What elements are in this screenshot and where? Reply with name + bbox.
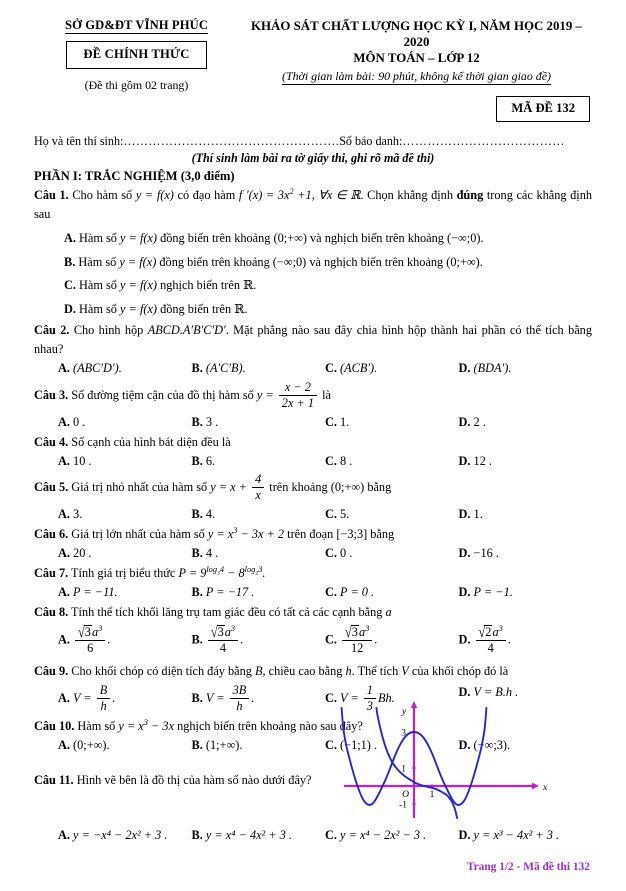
- option-letter: B.: [191, 361, 203, 376]
- question-1: [34, 186, 592, 224]
- option-text: 1.: [473, 506, 483, 521]
- question-8-option-D[interactable]: D. $\frac{√2a^3}{4}$ .: [458, 623, 511, 655]
- question-3-option-D[interactable]: [459, 415, 593, 430]
- exam-duration: (Thời gian làm bài: 90 phút, không kể thời gian giao đề): [282, 68, 551, 85]
- question-6-option-D[interactable]: [459, 546, 593, 561]
- question-6-option-A[interactable]: [58, 546, 192, 561]
- question-1-label: Câu 1.: [34, 188, 69, 203]
- question-7-options: [34, 585, 592, 600]
- option-letter: A.: [58, 584, 70, 599]
- option-text: P = −11.: [73, 584, 118, 599]
- question-9-option-B[interactable]: B. V = $\frac{3B}{h}$ .: [191, 682, 255, 713]
- question-11-graph: [336, 694, 606, 822]
- question-5: [34, 471, 592, 503]
- question-11-options: [34, 828, 592, 843]
- option-letter: A.: [58, 361, 70, 376]
- option-letter: B.: [191, 506, 203, 521]
- option-letter: C.: [325, 737, 337, 752]
- question-7-option-A[interactable]: [58, 585, 192, 600]
- question-6-options: [34, 546, 592, 561]
- option-text: (1;+∞).: [205, 737, 243, 752]
- question-8-stem-a: Tính thể tích khối lăng trụ tam giác đều có tất cả các cạnh bằng: [71, 604, 383, 619]
- question-9-volume: V: [401, 663, 409, 678]
- option-text: y = x⁴ − 2x² − 3 .: [340, 828, 427, 842]
- choice-function: y = f(x): [119, 254, 157, 269]
- question-10-expr: $y = x^3 - 3x$: [118, 717, 175, 733]
- question-7-label: Câu 7.: [34, 565, 69, 580]
- question-7-option-B[interactable]: [192, 585, 326, 600]
- question-6-option-C[interactable]: [325, 546, 459, 561]
- option-letter: B.: [191, 453, 203, 468]
- option-letter: D.: [458, 453, 471, 468]
- question-4-stem-a: Số cạnh của hình bát diện đều là: [71, 434, 231, 449]
- option-text: (ABC′D′).: [73, 361, 122, 376]
- option-letter: C.: [325, 506, 337, 521]
- question-10-option-A[interactable]: [58, 738, 192, 753]
- question-8-var: a: [385, 604, 392, 619]
- option-letter: C.: [325, 414, 337, 429]
- question-8-options: [34, 623, 592, 656]
- question-10-option-B[interactable]: [192, 738, 326, 753]
- question-4-option-A[interactable]: [58, 454, 192, 469]
- choice-pre: Hàm số: [79, 231, 117, 246]
- choice-function: y = f(x): [120, 278, 158, 293]
- question-5-stem-b: trên khoảng: [269, 480, 328, 495]
- question-9-label: Câu 9.: [34, 663, 69, 678]
- choice-conj: và nghịch biến trên khoảng: [310, 231, 444, 246]
- question-5-label: Câu 5.: [34, 480, 69, 495]
- y-tick-label-3: 3: [401, 728, 406, 739]
- option-text: 4 .: [205, 545, 219, 560]
- fraction: [342, 625, 372, 655]
- curve-right-well: [414, 730, 485, 805]
- option-letter: A.: [58, 828, 70, 842]
- choice-interval-1: (0;+∞): [273, 231, 307, 246]
- option-letter: A.: [58, 506, 70, 521]
- choice-interval-1: ℝ: [234, 301, 245, 316]
- y-tick-label-1: 1: [401, 764, 406, 775]
- question-10-stem-a: Hàm số: [77, 718, 116, 733]
- option-letter: D.: [458, 506, 471, 521]
- question-8-option-A[interactable]: A. $\frac{√3a^3}{6}$ .: [58, 623, 111, 655]
- question-11-stem-a: Hình vẽ bên là đồ thị của hàm số nào dưới đây?: [76, 772, 312, 787]
- x-axis-arrow-icon: [532, 783, 539, 790]
- question-9-stem-b: , chiều cao bằng: [262, 663, 343, 678]
- question-3: [34, 382, 592, 411]
- question-2-label: Câu 2.: [34, 323, 70, 338]
- candidate-name-label: Họ và tên thí sinh:: [34, 134, 124, 149]
- choice-pre: Hàm số: [79, 278, 117, 293]
- option-letter: D.: [458, 737, 471, 752]
- option-text: P = −1.: [473, 584, 513, 599]
- question-5-option-D[interactable]: [459, 507, 593, 522]
- question-9-option-D[interactable]: D. V = B.h .: [458, 684, 519, 699]
- question-8-option-C[interactable]: C. $\frac{√3a^3}{12}$ .: [325, 623, 378, 655]
- option-text: y = x⁴ − 4x² + 3 .: [205, 828, 292, 842]
- option-letter: D.: [458, 632, 471, 647]
- radicand: 3: [84, 624, 91, 639]
- question-9-option-A[interactable]: A. V = $\frac{B}{h}$ .: [58, 682, 116, 713]
- option-text: P = 0 .: [340, 584, 375, 599]
- choice-end: .: [479, 254, 483, 269]
- question-3-stem-a: Số đường tiệm cận của đồ thị hàm số: [71, 388, 254, 403]
- choice-end: .: [253, 278, 257, 293]
- y-axis-arrow-icon: [411, 701, 417, 708]
- option-text: 12 .: [473, 453, 492, 468]
- exam-instruction: (Thí sinh làm bài ra tờ giấy thi, ghi rõ mã đề thi): [191, 151, 435, 166]
- option-letter: A.: [58, 414, 70, 429]
- y-tick-1: [412, 766, 415, 769]
- fraction-numerator: x − 2: [279, 381, 317, 396]
- y-tick-neg1: [412, 802, 415, 805]
- question-8-option-B[interactable]: B. $\frac{√3a^3}{4}$ .: [191, 623, 244, 655]
- question-6-stem-b: trên đoạn: [287, 526, 334, 541]
- option-letter: D.: [458, 584, 471, 599]
- option-letter: B.: [191, 828, 203, 842]
- question-7: [34, 564, 592, 583]
- question-9-stem-c: . Thể tích: [351, 663, 399, 678]
- question-9: [34, 662, 592, 681]
- question-1-stem-a: Cho hàm số: [72, 188, 133, 203]
- exam-title-line2: MÔN TOÁN – LỚP 12: [353, 51, 480, 65]
- question-9-option-C[interactable]: C. V = $\frac{1}{3}$ Bh.: [325, 682, 395, 713]
- exam-title-line1: KHẢO SÁT CHẤT LƯỢNG HỌC KỲ I, NĂM HỌC 2019 – 2020: [250, 19, 582, 49]
- fraction-denominator: x: [255, 487, 261, 502]
- question-5-stem-a: Giá trị nhỏ nhất của hàm số: [71, 480, 208, 495]
- choice-end: .: [244, 301, 248, 316]
- fraction-denominator: 4: [219, 640, 227, 655]
- radicand: 2: [485, 624, 492, 639]
- question-4-label: Câu 4.: [34, 434, 69, 449]
- option-letter: B.: [191, 737, 203, 752]
- official-exam-box: ĐỀ CHÍNH THỨC: [66, 41, 206, 69]
- question-1-expr-1: y = f(x): [135, 188, 174, 203]
- option-letter: A.: [58, 453, 70, 468]
- question-5-option-B[interactable]: [192, 507, 326, 522]
- choice-conj: và nghịch biến trên khoảng: [309, 254, 444, 269]
- option-letter: C.: [325, 361, 337, 376]
- question-5-options: [34, 507, 592, 522]
- option-letter: D.: [458, 545, 471, 560]
- question-6-option-B[interactable]: [192, 546, 326, 561]
- question-6-label: Câu 6.: [34, 526, 69, 541]
- question-9-stem-a: Cho khối chóp có diện tích đáy bằng: [71, 663, 252, 678]
- question-9-height: h: [345, 663, 352, 678]
- choice-mid: đồng biến trên khoảng: [159, 254, 270, 269]
- question-3-stem-b: là: [322, 388, 331, 403]
- question-5-option-A[interactable]: [58, 507, 192, 522]
- option-letter: A.: [58, 545, 70, 560]
- choice-function: y = f(x): [120, 301, 158, 316]
- option-letter: D.: [458, 414, 471, 429]
- question-6-stem-a: Giá trị lớn nhất của hàm số: [71, 526, 205, 541]
- option-text: 3.: [73, 506, 83, 521]
- option-letter: B.: [191, 632, 203, 647]
- option-text: (A′C′B).: [205, 361, 246, 376]
- option-text: (−1;1) .: [340, 737, 378, 752]
- option-text: 1.: [340, 414, 350, 429]
- option-text: 0 .: [73, 414, 86, 429]
- question-11-option-B[interactable]: [192, 828, 326, 843]
- question-9-stem-d: của khối chóp đó là: [411, 663, 509, 678]
- quartic-function-plot: [336, 694, 606, 822]
- option-letter: D.: [458, 828, 471, 842]
- choice-pre: Hàm số: [78, 254, 117, 269]
- question-1-choice-A[interactable]: [34, 229, 592, 247]
- department-name: SỞ GD&ĐT VĨNH PHÚC: [64, 18, 209, 32]
- choice-letter: A.: [64, 231, 76, 246]
- choice-letter: D.: [64, 301, 76, 316]
- option-letter: B.: [191, 584, 203, 599]
- option-text: (0;+∞).: [73, 737, 110, 752]
- option-letter: C.: [325, 584, 337, 599]
- question-6: [34, 525, 592, 544]
- question-11-option-C[interactable]: [325, 828, 459, 843]
- question-2-solid: ABCD.A′B′C′D′: [147, 323, 226, 338]
- question-2-option-D[interactable]: [459, 361, 593, 376]
- question-11-option-D[interactable]: [459, 828, 593, 843]
- question-4-option-D[interactable]: [459, 454, 593, 469]
- question-1-expr-2: f $'(x) = 3x^2 +1$, ∀x ∈ ℝ: [238, 187, 361, 203]
- question-11-label: Câu 11.: [34, 772, 74, 787]
- option-text: 5.: [340, 506, 350, 521]
- question-6-expr: $y = x^3 - 3x + 2$: [207, 525, 285, 541]
- curve-tail-right: [485, 708, 487, 730]
- question-4-option-B[interactable]: [192, 454, 326, 469]
- question-2-option-C[interactable]: [325, 361, 459, 376]
- question-5-stem-c: bằng: [367, 480, 392, 495]
- choice-end: .: [480, 231, 484, 246]
- fraction: [252, 473, 264, 502]
- pages-note: (Đề thi gồm 02 trang): [84, 77, 189, 92]
- y-axis-label: y: [402, 707, 407, 717]
- question-7-expr: $P = 9^{log_34} - 8^{log_23}$.: [178, 564, 266, 580]
- question-7-stem-a: Tính giá trị biểu thức: [71, 565, 176, 580]
- option-text: 10 .: [73, 453, 92, 468]
- fraction-numerator: 4: [252, 473, 264, 488]
- option-letter: C.: [325, 545, 337, 560]
- option-text: y = −x⁴ − 2x² + 3 .: [73, 828, 168, 842]
- fraction: [279, 381, 317, 410]
- question-7-option-C[interactable]: [325, 585, 459, 600]
- question-1-choices: [34, 229, 592, 318]
- question-1-stem-b: có đạo hàm: [177, 188, 236, 203]
- question-3-label: Câu 3.: [34, 388, 69, 403]
- fraction-numerator: $√2a^3$: [476, 625, 506, 641]
- question-1-choice-C[interactable]: [34, 276, 592, 294]
- choice-interval-2: (−∞;0): [446, 231, 481, 246]
- candidate-info-line: [34, 134, 592, 149]
- option-letter: B.: [191, 545, 203, 560]
- option-text: (−∞;3).: [473, 737, 511, 752]
- question-8-label: Câu 8.: [34, 604, 69, 619]
- option-text: −16 .: [473, 545, 499, 560]
- fraction-denominator: 12: [351, 640, 364, 655]
- question-10-label: Câu 10.: [34, 718, 75, 733]
- question-2-stem-a: Cho hình hộp: [73, 323, 144, 338]
- page-footer: Trang 1/2 - Mã đề thi 132: [466, 861, 590, 873]
- question-2-option-A[interactable]: [58, 361, 192, 376]
- question-1-choice-D[interactable]: [34, 300, 592, 318]
- page-header: [34, 0, 592, 122]
- option-text: 0 .: [340, 545, 353, 560]
- option-letter: B.: [191, 414, 203, 429]
- fraction-numerator: $√3a^3$: [342, 625, 372, 641]
- question-2-options: [34, 361, 592, 376]
- exam-code-box: MÃ ĐỀ 132: [496, 96, 590, 122]
- question-11: [34, 771, 334, 790]
- choice-interval-1: ℝ: [243, 278, 254, 293]
- header-left-block: [34, 18, 239, 122]
- choice-mid: nghịch biến trên: [160, 278, 240, 293]
- choice-interval-2: (0;+∞): [446, 254, 480, 269]
- option-text: 6.: [205, 453, 216, 468]
- question-9-base: B: [255, 663, 263, 678]
- question-3-option-B[interactable]: [192, 415, 326, 430]
- question-7-option-D[interactable]: [459, 585, 593, 600]
- choice-letter: B.: [64, 254, 76, 269]
- question-3-option-C[interactable]: [325, 415, 459, 430]
- question-6-stem-c: bằng: [370, 526, 395, 541]
- question-2-stem-b: . Mặt phẳng nào sau đây chia hình hộp thành hai phần có thể tích bằng nhau?: [34, 323, 592, 357]
- choice-letter: C.: [64, 278, 76, 293]
- question-3-options: [34, 415, 592, 430]
- question-1-stem-d: trong các khẳng định sau: [34, 188, 592, 222]
- candidate-id-dots: …………………………………: [402, 134, 565, 149]
- option-text: y = x³ − 4x² + 3 .: [473, 828, 560, 842]
- question-5-expr: y = x + $\frac{4}{x}$: [210, 480, 269, 494]
- origin-label: O: [402, 790, 409, 800]
- fraction-numerator: $√3a^3$: [208, 625, 238, 641]
- question-11-option-A[interactable]: [58, 828, 192, 843]
- fraction-denominator: 2x + 1: [281, 396, 314, 411]
- choice-function: y = f(x): [120, 231, 158, 246]
- header-right-block: [239, 18, 592, 122]
- fraction-denominator: 6: [87, 640, 94, 655]
- option-letter: C.: [325, 453, 337, 468]
- option-text: 4.: [205, 506, 216, 521]
- question-5-interval: (0;+∞): [330, 480, 365, 495]
- choice-interval-1: (−∞;0): [272, 254, 307, 269]
- option-letter: A.: [58, 737, 70, 752]
- candidate-name-dots: …………………………………………….: [123, 134, 340, 149]
- option-text: P = −17 .: [205, 584, 255, 599]
- option-letter: A.: [58, 632, 70, 647]
- question-8: [34, 603, 592, 622]
- choice-pre: Hàm số: [79, 301, 117, 316]
- question-3-expr: y = $\frac{x - 2}{2x + 1}$: [257, 388, 322, 402]
- option-text: 3 .: [205, 414, 219, 429]
- question-1-emphasis: đúng: [456, 188, 484, 203]
- fraction: [208, 625, 238, 655]
- option-text: (ACB′).: [340, 361, 378, 376]
- question-4: [34, 433, 592, 452]
- radicand: 3: [217, 624, 224, 639]
- question-1-choice-B[interactable]: [34, 253, 592, 271]
- question-4-options: [34, 454, 592, 469]
- question-2-option-B[interactable]: [192, 361, 326, 376]
- option-text: 20 .: [73, 545, 92, 560]
- choice-mid: đồng biến trên: [160, 301, 232, 316]
- option-text: 8 .: [340, 453, 353, 468]
- question-5-option-C[interactable]: [325, 507, 459, 522]
- part-1-heading: PHẦN I: TRẮC NGHIỆM (3,0 điểm): [34, 169, 235, 184]
- x-axis-label: x: [543, 783, 548, 793]
- option-letter: D.: [458, 361, 471, 376]
- curve-left-branch: [377, 708, 458, 818]
- fraction-denominator: 4: [487, 640, 494, 655]
- option-text: (BDA′).: [473, 361, 512, 376]
- option-letter: C.: [325, 632, 337, 647]
- question-6-interval: [−3;3]: [336, 526, 368, 541]
- candidate-id-label: Số báo danh:: [339, 134, 403, 149]
- option-text: 2 .: [473, 414, 486, 429]
- question-2: [34, 321, 592, 359]
- question-3-option-A[interactable]: [58, 415, 192, 430]
- radicand: 3: [351, 624, 358, 639]
- fraction: [476, 625, 506, 655]
- fraction-numerator: $√3a^3$: [75, 625, 105, 641]
- choice-mid: đồng biến trên khoảng: [160, 231, 271, 246]
- option-letter: C.: [325, 828, 337, 842]
- question-4-option-C[interactable]: [325, 454, 459, 469]
- curve-tail-left: [342, 708, 344, 730]
- question-1-stem-c: . Chọn khẳng định: [360, 188, 453, 203]
- question-10-stem-b: nghịch biến trên khoảng nào sau đây?: [177, 718, 363, 733]
- x-tick-label-1: 1: [429, 790, 435, 800]
- fraction: [75, 625, 105, 655]
- y-tick-label-neg1: -1: [399, 800, 407, 811]
